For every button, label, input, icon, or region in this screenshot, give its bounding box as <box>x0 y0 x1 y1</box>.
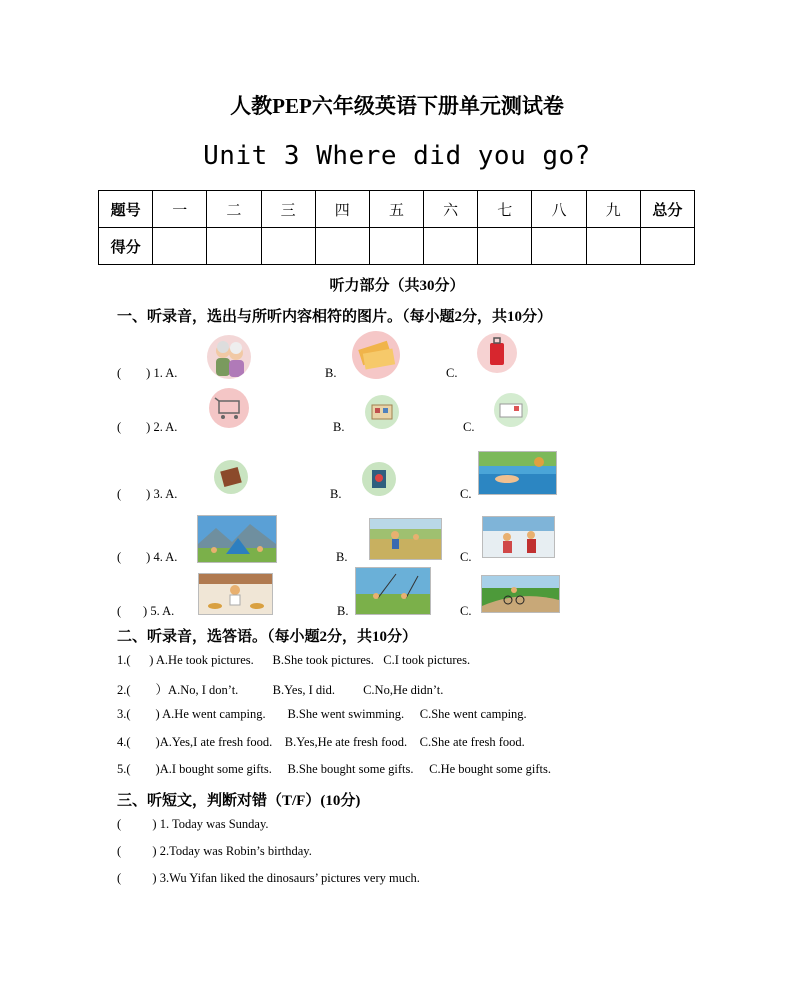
score-input-cell[interactable] <box>640 228 694 265</box>
list-item: ( ) 2.Today was Robin’s birthday. <box>117 844 312 858</box>
score-table-header-row <box>99 191 695 228</box>
suitcase-icon[interactable] <box>477 333 517 373</box>
table-cell: 七 <box>478 191 532 228</box>
list-item: 5.( )A.I bought some gifts. B.She bought some gifts. C.He bought some gifts. <box>117 762 552 776</box>
option-c-label: C. <box>460 487 472 501</box>
table-cell: 六 <box>424 191 478 228</box>
question-1-prefix: ( ) 1. A. <box>117 366 178 380</box>
list-item: 2.( ）A.No, I don’t. B.Yes, I did. C.No,He didn’t. <box>117 683 444 697</box>
table-cell: 得分 <box>99 228 153 265</box>
grandparents-icon[interactable] <box>207 335 251 379</box>
option-c-label: C. <box>460 604 472 618</box>
storybook-icon[interactable] <box>362 462 396 496</box>
exam-title: 人教PEP六年级英语下册单元测试卷 <box>230 94 564 118</box>
score-input-cell[interactable] <box>532 228 586 265</box>
cycling-scene[interactable] <box>481 575 560 613</box>
list-item: 4.( )A.Yes,I ate fresh food. B.Yes,He ate fresh food. C.She ate fresh food. <box>117 735 525 749</box>
question-4-prefix: ( ) 4. A. <box>117 550 178 564</box>
listening-part-title: 听力部分（共30分） <box>329 278 465 294</box>
table-cell: 一 <box>153 191 207 228</box>
tickets-icon[interactable] <box>352 331 400 379</box>
book-icon[interactable] <box>214 460 248 494</box>
option-b-label: B. <box>325 366 337 380</box>
table-cell: 二 <box>207 191 261 228</box>
section2-heading: 二、听录音，选答语。（每小题2分，共10分） <box>117 629 418 645</box>
table-cell: 九 <box>586 191 640 228</box>
option-b-label: B. <box>336 550 348 564</box>
camping-scene[interactable] <box>197 515 277 563</box>
score-input-cell[interactable] <box>261 228 315 265</box>
table-cell: 三 <box>261 191 315 228</box>
option-b-label: B. <box>333 420 345 434</box>
cooking-scene[interactable] <box>198 573 273 615</box>
table-cell: 总分 <box>640 191 694 228</box>
score-input-cell[interactable] <box>153 228 207 265</box>
question-2-prefix: ( ) 2. A. <box>117 420 178 434</box>
list-item: ( ) 1. Today was Sunday. <box>117 817 269 831</box>
shopping-cart-icon[interactable] <box>209 388 249 428</box>
option-c-label: C. <box>446 366 458 380</box>
option-c-label: C. <box>460 550 472 564</box>
section3-heading: 三、听短文，判断对错（T/F）(10分) <box>117 793 361 809</box>
score-table <box>98 190 695 265</box>
option-b-label: B. <box>337 604 349 618</box>
stamps-icon[interactable] <box>365 395 399 429</box>
swimming-scene[interactable] <box>478 451 557 495</box>
score-input-cell[interactable] <box>586 228 640 265</box>
score-input-cell[interactable] <box>315 228 369 265</box>
list-item: 1.( ) A.He took pictures. B.She took pictures. C.I took pictures. <box>117 653 471 667</box>
postcard-icon[interactable] <box>494 393 528 427</box>
hiking-scene[interactable] <box>369 518 442 560</box>
question-5-prefix: ( ) 5. A. <box>117 604 175 618</box>
score-input-cell[interactable] <box>369 228 423 265</box>
table-cell: 五 <box>369 191 423 228</box>
list-item: ( ) 3.Wu Yifan liked the dinosaurs’ pictures very much. <box>117 871 420 885</box>
option-b-label: B. <box>330 487 342 501</box>
unit-title: Unit 3 Where did you go? <box>203 141 591 171</box>
score-input-cell[interactable] <box>478 228 532 265</box>
fishing-scene[interactable] <box>355 567 431 615</box>
table-cell: 四 <box>315 191 369 228</box>
family-scene[interactable] <box>482 516 555 558</box>
option-c-label: C. <box>463 420 475 434</box>
question-3-prefix: ( ) 3. A. <box>117 487 178 501</box>
section1-heading: 一、听录音，选出与所听内容相符的图片。（每小题2分，共10分） <box>117 309 553 325</box>
list-item: 3.( ) A.He went camping. B.She went swimming. C.She went camping. <box>117 707 527 721</box>
score-table-score-row <box>99 228 695 265</box>
table-cell: 八 <box>532 191 586 228</box>
score-input-cell[interactable] <box>207 228 261 265</box>
table-cell: 题号 <box>99 191 153 228</box>
score-input-cell[interactable] <box>424 228 478 265</box>
